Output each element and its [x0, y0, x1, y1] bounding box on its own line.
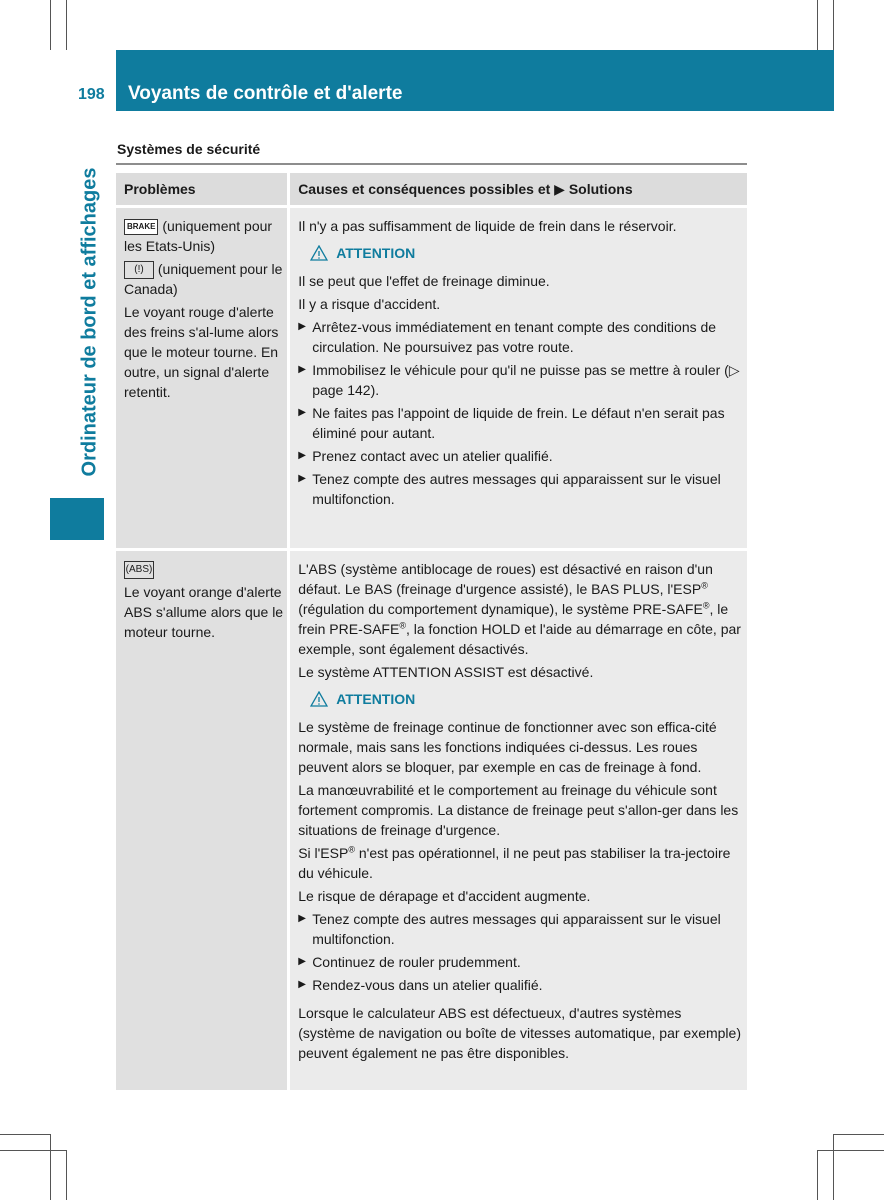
bullet-arrow-icon: ▶: [298, 407, 306, 418]
bullet-arrow-icon: ▶: [298, 956, 306, 967]
bullet-arrow-icon: ▶: [298, 450, 306, 461]
warning-text: Il y a risque d'accident.: [298, 296, 441, 312]
problem-cell: [116, 208, 287, 548]
problem-cell: [116, 551, 287, 1090]
crop-mark: [817, 1150, 818, 1200]
list-item: ▶ Tenez compte des autres messages qui apparaissent sur le visuel multifonction.: [298, 471, 721, 507]
attention-label: ATTENTION: [336, 691, 416, 707]
list-item: ▶ Prenez contact avec un atelier qualifié.: [298, 448, 553, 464]
bullet-arrow-icon: ▶: [298, 913, 306, 924]
page-number: 198: [78, 86, 105, 103]
warning-text: Le système de freinage continue de fonctionner avec son effica-cité normale, mais sans les fonctions indiquées ci-dessus. Les roues peuvent alors se bloquer, par exemple en cas de freinage à fond.: [298, 719, 717, 775]
warning-text: Il se peut que l'effet de freinage diminue.: [298, 273, 550, 289]
header-problems: Problèmes: [116, 173, 287, 205]
attention-heading: [310, 243, 741, 263]
usa-note: (uniquement pour les Etats-Unis): [124, 218, 273, 254]
crop-mark: [0, 1134, 50, 1135]
table-row: [116, 208, 747, 548]
section-rule: [116, 163, 747, 165]
table-row: [116, 551, 747, 1090]
bullet-arrow-icon: ▶: [298, 979, 306, 990]
chapter-header: [116, 50, 834, 111]
warning-text: La manœuvrabilité et le comportement au freinage du véhicule sont fortement compromis. La distance de freinage peut s'allon-ger dans les situations de freinage d'urgence.: [298, 782, 739, 838]
side-chapter-label: Ordinateur de bord et affichages: [78, 167, 101, 477]
list-item: ▶ Continuez de rouler prudemment.: [298, 954, 521, 970]
side-tab-marker: [50, 498, 104, 540]
footer-note: Lorsque le calculateur ABS est défectueux, d'autres systèmes (système de navigation ou boîte de vitesses automatique, par exemple) peuvent également ne pas être disponibles.: [298, 1005, 741, 1061]
list-item: ▶ Arrêtez-vous immédiatement en tenant compte des conditions de circulation. Ne poursuivez pas votre route.: [298, 319, 717, 355]
cause-cell: [290, 208, 747, 548]
header-divider: [116, 110, 834, 111]
problem-description: Le voyant orange d'alerte ABS s'allume alors que le moteur tourne.: [124, 584, 284, 641]
section-title: Systèmes de sécurité: [117, 141, 261, 157]
cause-text: Il n'y a pas suffisamment de liquide de frein dans le réservoir.: [298, 218, 677, 234]
problem-description: Le voyant rouge d'alerte des freins s'al-lume alors que le moteur tourne. En outre, un signal d'alerte retentit.: [124, 304, 279, 401]
crop-mark: [833, 1134, 884, 1135]
brake-lamp-icon: BRAKE: [124, 219, 158, 235]
abs-lamp-icon: (ABS): [124, 561, 154, 579]
crop-mark: [817, 1150, 884, 1151]
list-item: ▶ Immobilisez le véhicule pour qu'il ne puisse pas se mettre à rouler (▷ page 142).: [298, 362, 740, 398]
header-causes: Causes et conséquences possibles et ▶ Solutions: [290, 173, 747, 205]
chapter-title: Voyants de contrôle et d'alerte: [128, 83, 403, 104]
bullet-arrow-icon: ▶: [298, 321, 306, 332]
crop-mark: [817, 0, 818, 50]
warning-triangle-icon: [310, 691, 328, 707]
list-item: ▶ Tenez compte des autres messages qui apparaissent sur le visuel multifonction.: [298, 911, 721, 947]
warning-text: Le risque de dérapage et d'accident augmente.: [298, 888, 591, 904]
crop-mark: [66, 1150, 67, 1200]
warning-text: Si l'ESP® n'est pas opérationnel, il ne peut pas stabiliser la tra-jectoire du véhicule.: [298, 844, 731, 881]
bullet-arrow-icon: ▶: [298, 364, 306, 375]
crop-mark: [66, 0, 67, 50]
list-item: ▶ Ne faites pas l'appoint de liquide de frein. Le défaut n'en serait pas éliminé pour autant.: [298, 405, 725, 441]
bullet-arrow-icon: ▶: [298, 473, 306, 484]
list-item: ▶ Rendez-vous dans un atelier qualifié.: [298, 977, 543, 993]
warning-triangle-icon: [310, 245, 328, 261]
brake-warning-lamp-icon: (!): [124, 261, 154, 279]
cause-text: L'ABS (système antiblocage de roues) est désactivé en raison d'un défaut. Le BAS (freinage d'urgence assisté), le BAS PLUS, l'ESP® (régulation du comportement dynamique), le système PRE-SAFE®, le frein PRE-SAFE®, la fonction HOLD et l'aide au démarrage en côte, par exemple, sont également désactivés.: [298, 561, 741, 657]
attention-label: ATTENTION: [336, 245, 416, 261]
crop-mark: [0, 1150, 66, 1151]
crop-mark: [833, 0, 834, 50]
crop-mark: [50, 1134, 51, 1200]
attention-heading: [310, 689, 741, 709]
cause-cell: [290, 551, 747, 1090]
crop-mark: [833, 1134, 834, 1200]
crop-mark: [50, 0, 51, 50]
cause-text: Le système ATTENTION ASSIST est désactivé.: [298, 664, 594, 680]
table-header-row: [116, 173, 747, 205]
canada-note: (uniquement pour le Canada): [124, 261, 283, 298]
warning-table: [116, 173, 747, 1090]
